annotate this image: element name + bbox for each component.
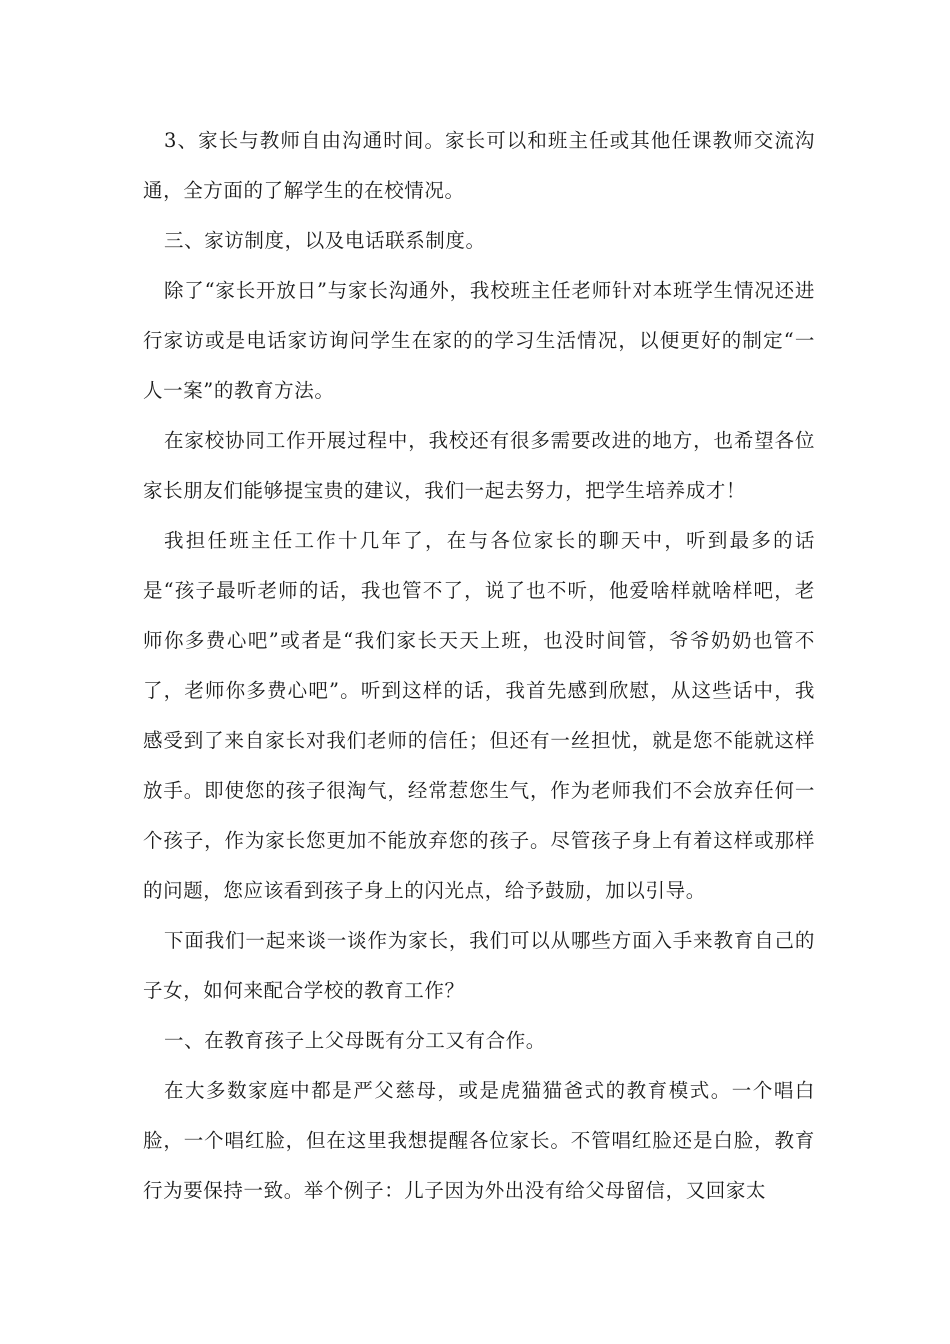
heading-parent-cooperation: 一、在教育孩子上父母既有分工又有合作。: [164, 1029, 546, 1052]
paragraph-head-teacher-experience: 我担任班主任工作十几年了，在与各位家长的聊天中，听到最多的话是“孩子最听老师的话，我也管不了，说了也不听，他爱啥样就啥样吧，老师你多费心吧”或者是“我们家长天天上班，也没时间管，爷爷奶奶也管不了，老师你多费心吧”。听到这样的话，我首先感到欣慰，从这些话中，我感受到了来自家长对我们老师的信任；但还有一丝担忧，就是您不能就这样放手。即使您的孩子很淘气，经常惹您生气，作为老师我们不会放弃任何一个孩子，作为家长您更加不能放弃您的孩子。尽管孩子身上有着这样或那样的问题，您应该看到孩子身上的闪光点，给予鼓励，加以引导。: [143, 529, 815, 902]
paragraph-parenting-models: 在大多数家庭中都是严父慈母，或是虎猫猫爸式的教育模式。一个唱白脸，一个唱红脸，但在这里我想提醒各位家长。不管唱红脸还是白脸，教育行为要保持一致。举个例子：儿子因为外出没有给父母留信，又回家太: [143, 1079, 815, 1202]
paragraph-home-visit: 除了“家长开放日”与家长沟通外，我校班主任老师针对本班学生情况还进行家访或是电话家访询问学生在家的的学习生活情况，以便更好的制定“一人一案”的教育方法。: [143, 279, 815, 402]
paragraph-discussion-intro: 下面我们一起来谈一谈作为家长，我们可以从哪些方面入手来教育自己的子女，如何来配合学校的教育工作？: [143, 929, 815, 1002]
document-body: [143, 116, 815, 1216]
paragraph-improvement: 在家校协同工作开展过程中，我校还有很多需要改进的地方，也希望各位家长朋友们能够提宝贵的建议，我们一起去努力，把学生培养成才！: [143, 429, 815, 502]
paragraph-free-communication: 3、家长与教师自由沟通时间。家长可以和班主任或其他任课教师交流沟通，全方面的了解学生的在校情况。: [143, 129, 815, 202]
heading-home-visit-system: 三、家访制度，以及电话联系制度。: [164, 229, 486, 252]
